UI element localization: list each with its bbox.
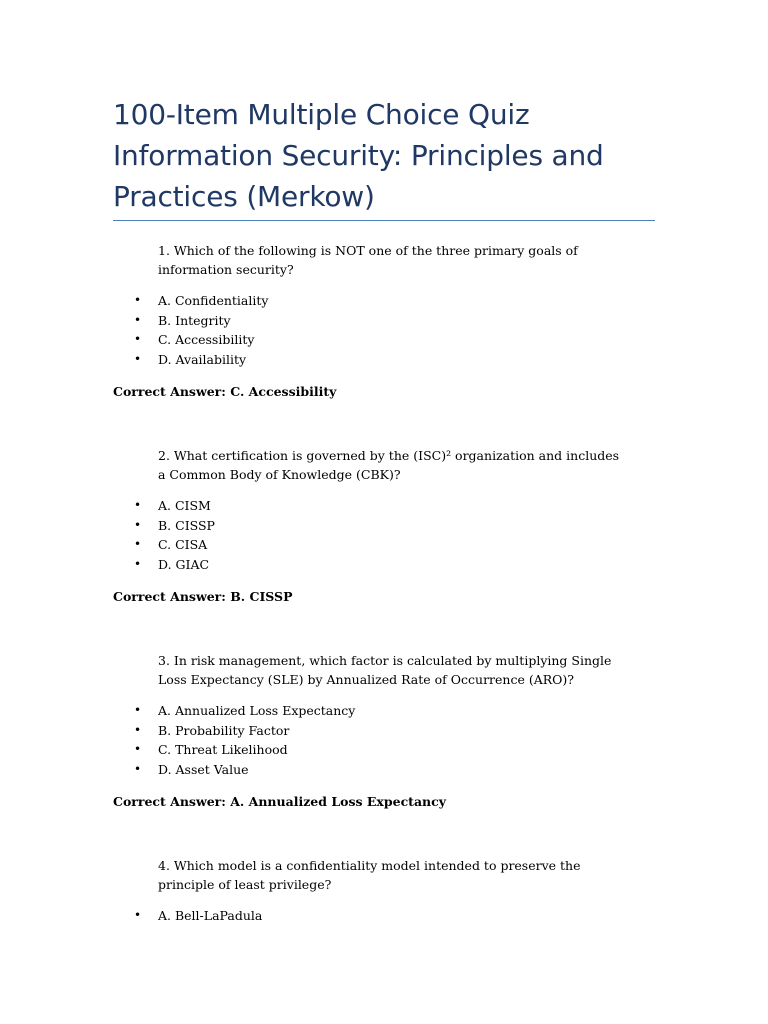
bullet-icon: • [134, 761, 142, 776]
bullet-icon: • [134, 537, 142, 551]
bullet-icon: • [134, 908, 142, 922]
bullet-icon: • [134, 556, 142, 571]
bullet-icon: • [134, 351, 142, 366]
bullet-icon: • [134, 742, 142, 756]
title-line-3: Practices (Merkow) [113, 180, 375, 213]
option-item [113, 311, 673, 331]
bullet-icon: • [134, 312, 142, 327]
option-list [113, 496, 673, 574]
bullet-icon: • [134, 293, 142, 307]
option-label: B. Integrity [158, 312, 231, 328]
option-label: A. Annualized Loss Expectancy [158, 703, 356, 718]
option-list [113, 291, 673, 369]
bullet-icon: • [134, 722, 142, 737]
option-item [113, 906, 673, 926]
question-text: 1. Which of the following is NOT one of the three primary goals of information security? [158, 243, 578, 277]
option-item [113, 740, 673, 760]
option-item [113, 350, 673, 370]
option-item [113, 535, 673, 555]
option-label: C. Accessibility [158, 332, 255, 347]
option-label: A. Bell-LaPadula [158, 908, 263, 923]
question-4 [113, 856, 673, 926]
option-item [113, 760, 673, 780]
option-label: D. GIAC [158, 556, 210, 572]
option-list [113, 906, 673, 926]
option-item [113, 701, 673, 721]
option-label: C. Threat Likelihood [158, 742, 288, 757]
option-item [113, 721, 673, 741]
title-line-1: 100-Item Multiple Choice Quiz [113, 98, 530, 131]
question-text: 4. Which model is a confidentiality model intended to preserve the principle of least privilege? [158, 858, 581, 892]
option-item [113, 496, 673, 516]
option-label: C. CISA [158, 537, 208, 552]
question-2 [113, 446, 673, 606]
option-list [113, 701, 673, 779]
bullet-icon: • [134, 703, 142, 717]
option-label: B. Probability Factor [158, 722, 290, 738]
option-item [113, 555, 673, 575]
question-1 [113, 241, 673, 401]
correct-answer: Correct Answer: B. CISSP [113, 589, 293, 604]
correct-answer: Correct Answer: A. Annualized Loss Expectancy [113, 794, 447, 809]
correct-answer: Correct Answer: C. Accessibility [113, 384, 337, 399]
option-label: D. Availability [158, 351, 247, 367]
question-3 [113, 651, 673, 811]
title-underline-rule [113, 220, 655, 221]
option-item [113, 330, 673, 350]
question-text: 3. In risk management, which factor is calculated by multiplying Single Loss Expectancy (SLE) by Annualized Rate of Occurrence (ARO)? [158, 653, 612, 687]
title-line-2: Information Security: Principles and [113, 139, 604, 172]
option-item [113, 516, 673, 536]
option-label: A. Confidentiality [158, 293, 269, 308]
document-title [113, 94, 673, 217]
bullet-icon: • [134, 332, 142, 346]
option-label: D. Asset Value [158, 761, 249, 777]
bullet-icon: • [134, 517, 142, 532]
option-item [113, 291, 673, 311]
question-text: 2. What certification is governed by the (ISC)² organization and includes a Common Body of Knowledge (CBK)? [158, 448, 620, 482]
bullet-icon: • [134, 498, 142, 512]
option-label: B. CISSP [158, 517, 215, 533]
option-label: A. CISM [158, 498, 211, 513]
